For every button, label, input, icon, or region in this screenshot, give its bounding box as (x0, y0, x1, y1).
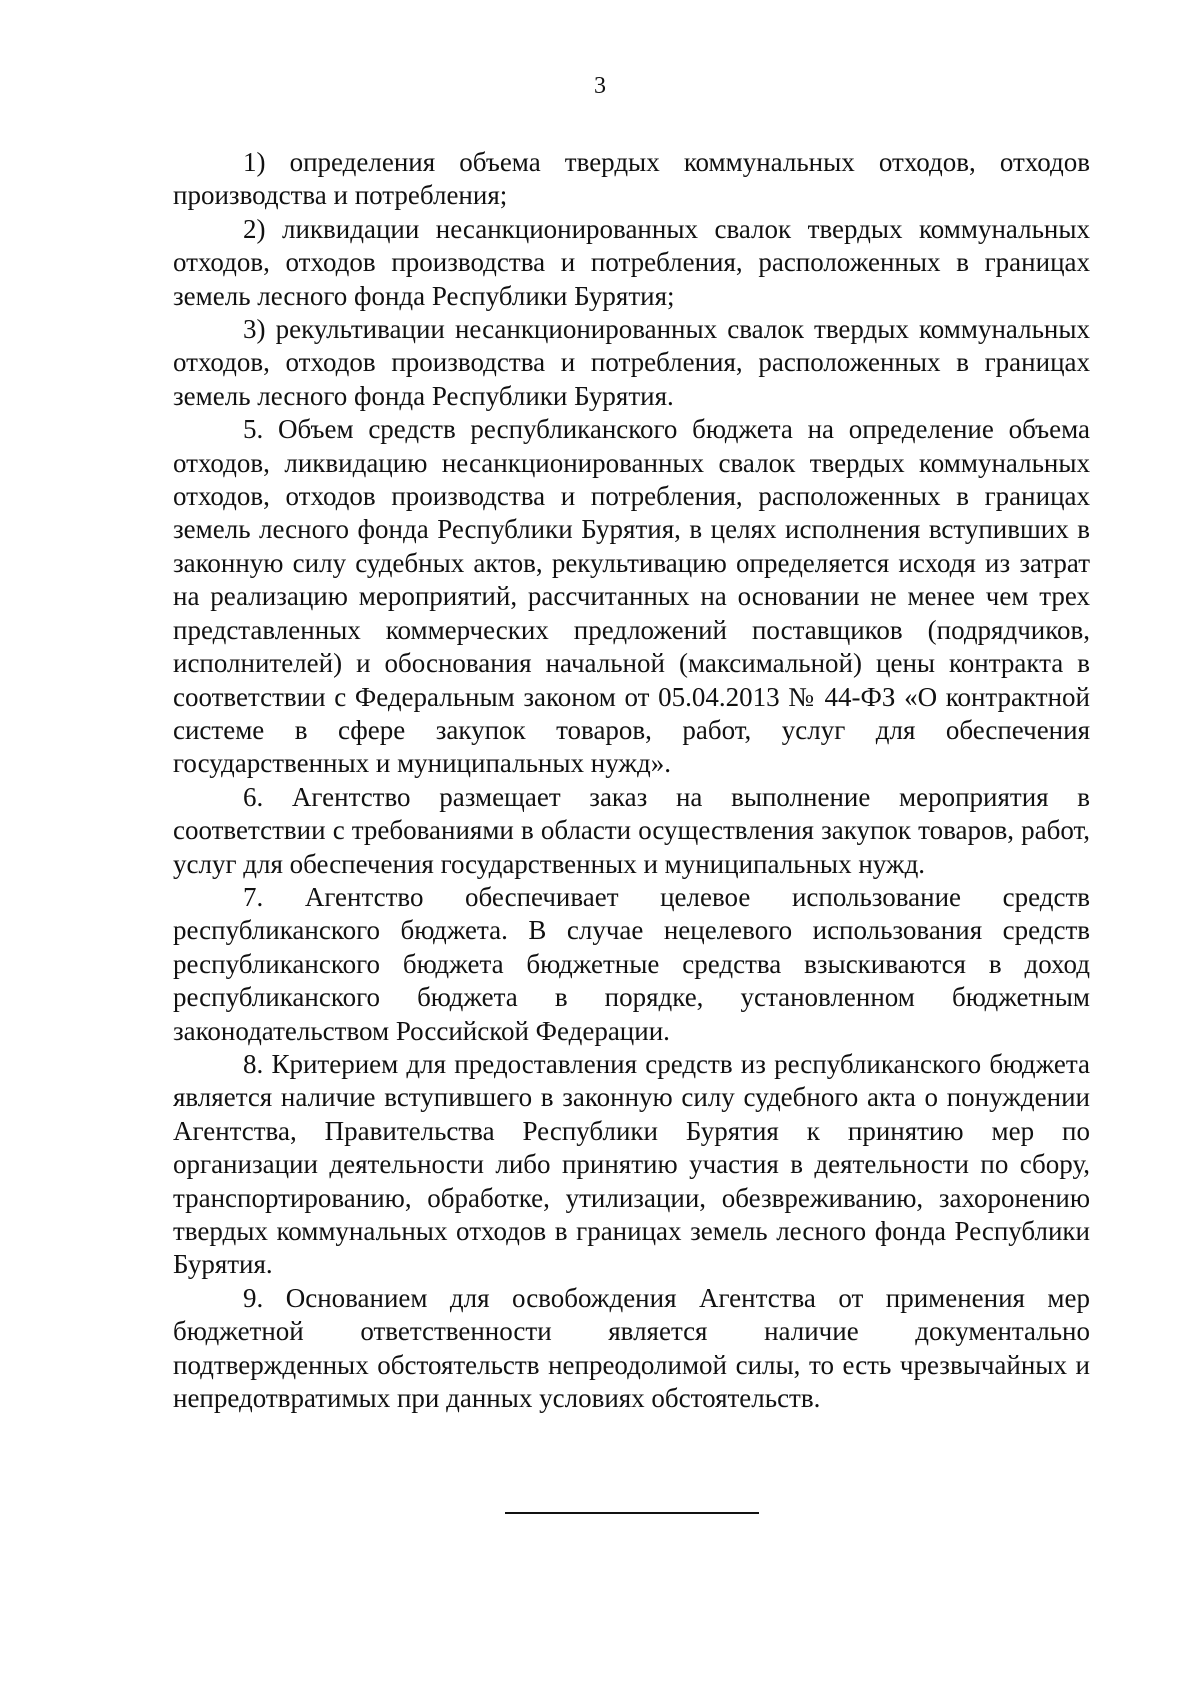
page-number: 3 (594, 73, 606, 99)
paragraph-clause-7: 7. Агентство обеспечивает целевое использование средств республиканского бюджета. В случае нецелевого использования средств республиканского бюджета бюджетные средства взыскиваются в доход республиканского бюджета в порядке, установленном бюджетным законодательством Российской Федерации. (173, 881, 1090, 1046)
paragraph-item-2: 2) ликвидации несанкционированных свалок твердых коммунальных отходов, отходов производства и потребления, расположенных в границах земель лесного фонда Республики Бурятия; (173, 213, 1090, 311)
document-end-line (505, 1512, 759, 1514)
paragraph-clause-8: 8. Критерием для предоставления средств из республиканского бюджета является наличие вступившего в законную силу судебного акта о понуждении Агентства, Правительства Республики Бурятия к принятию мер по организации деятельности либо принятию участия в деятельности по сбору, транспортированию, обработке, утилизации, обезвреживанию, захоронению твердых коммунальных отходов в границах земель лесного фонда Республики Бурятия. (173, 1048, 1090, 1280)
paragraph-clause-9: 9. Основанием для освобождения Агентства от применения мер бюджетной ответственности является наличие документально подтвержденных обстоятельств непреодолимой силы, то есть чрезвычайных и непредотвратимых при данных условиях обстоятельств. (173, 1282, 1090, 1414)
document-body (173, 146, 1090, 1415)
paragraph-clause-6: 6. Агентство размещает заказ на выполнение мероприятия в соответствии с требованиями в области осуществления закупок товаров, работ, услуг для обеспечения государственных и муниципальных нужд. (173, 781, 1090, 879)
paragraph-item-3: 3) рекультивации несанкционированных свалок твердых коммунальных отходов, отходов производства и потребления, расположенных в границах земель лесного фонда Республики Бурятия. (173, 314, 1090, 411)
paragraph-clause-5: 5. Объем средств республиканского бюджета на определение объема отходов, ликвидацию несанкционированных свалок твердых коммунальных отходов, отходов производства и потребления, расположенных в границах земель лесного фонда Республики Бурятия, в целях исполнения вступивших в законную силу судебных актов, рекультивацию определяется исходя из затрат на реализацию мероприятий, рассчитанных на основании не менее чем трех представленных коммерческих предложений поставщиков (подрядчиков, исполнителей) и обоснования начальной (максимальной) цены контракта в соответствии с Федеральным законом от 05.04.2013 № 44-ФЗ «О контрактной системе в сфере закупок товаров, работ, услуг для обеспечения государственных и муниципальных нужд». (173, 414, 1090, 779)
paragraph-item-1: 1) определения объема твердых коммунальных отходов, отходов производства и потребления; (173, 147, 1090, 211)
